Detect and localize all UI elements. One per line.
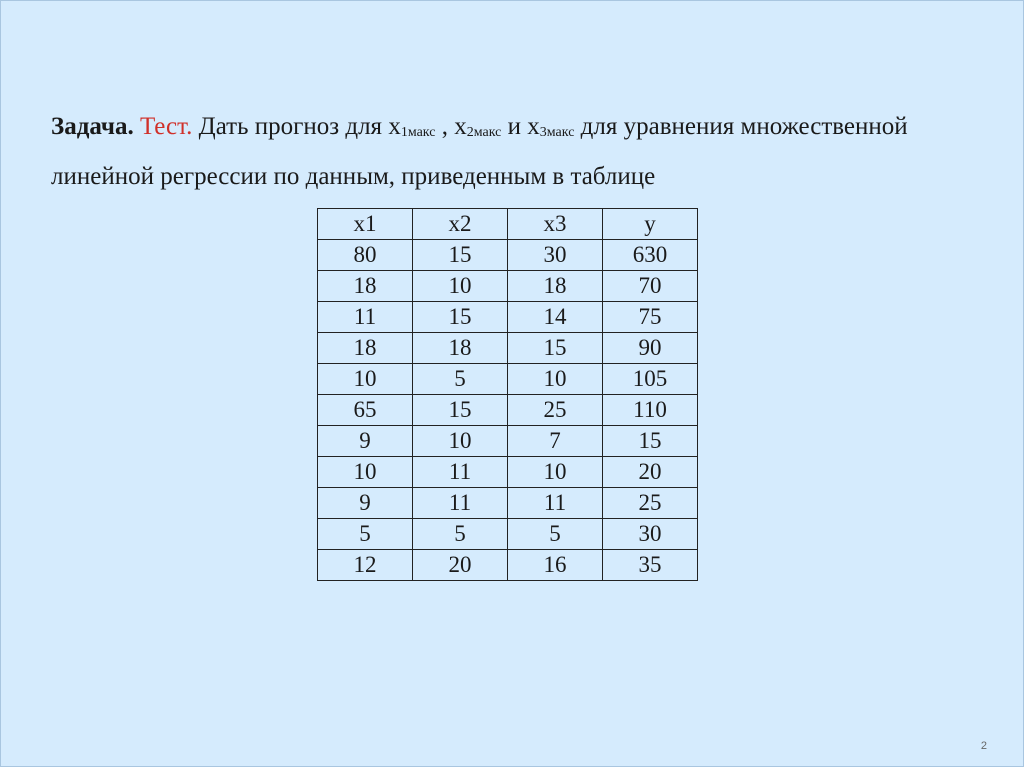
table-cell: 16 [508,550,603,581]
table-cell: 105 [603,364,698,395]
data-table [317,208,698,581]
table-cell: 110 [603,395,698,426]
table-cell: 10 [508,364,603,395]
x2-var: x [454,113,467,140]
page-number: 2 [980,740,987,752]
table-cell: 80 [318,240,413,271]
table-row [318,488,698,519]
table-header-row [318,209,698,240]
column-header: y [603,209,698,240]
table-cell: 5 [413,364,508,395]
table-cell: 75 [603,302,698,333]
table-cell: 70 [603,271,698,302]
table-cell: 9 [318,426,413,457]
table-cell: 9 [318,488,413,519]
task-label: Задача. [51,113,134,140]
table-row [318,302,698,333]
table-row [318,426,698,457]
table-row [318,550,698,581]
table-cell: 7 [508,426,603,457]
table-cell: 20 [603,457,698,488]
table-cell: 25 [508,395,603,426]
table-cell: 18 [318,333,413,364]
table-cell: 5 [318,519,413,550]
table-cell: 20 [413,550,508,581]
x1-var: x [388,113,401,140]
table-row [318,271,698,302]
task-text-part2: для уравнения множественной линейной регрессии по данным, приведенным в таблице [51,113,908,190]
table-cell: 10 [508,457,603,488]
table-cell: 18 [413,333,508,364]
test-label: Тест. [139,113,193,140]
table-cell: 15 [413,395,508,426]
table-row [318,364,698,395]
table-cell: 15 [413,240,508,271]
table-cell: 65 [318,395,413,426]
table-body [318,240,698,581]
table-cell: 10 [413,271,508,302]
table-row [318,457,698,488]
table-cell: 35 [603,550,698,581]
table-cell: 11 [413,457,508,488]
table-cell: 15 [413,302,508,333]
table-cell: 90 [603,333,698,364]
table-cell: 18 [318,271,413,302]
table-cell: 30 [603,519,698,550]
table-row [318,333,698,364]
table-row [318,240,698,271]
table-cell: 15 [603,426,698,457]
table-cell: 5 [508,519,603,550]
x2-subscript: 2макс [466,125,502,140]
x3-subscript: 3макс [539,125,575,140]
table-cell: 30 [508,240,603,271]
table-cell: 10 [318,457,413,488]
separator-2: и [501,113,528,140]
table-cell: 14 [508,302,603,333]
table-cell: 11 [318,302,413,333]
column-header: x1 [318,209,413,240]
table-cell: 25 [603,488,698,519]
task-text-part1: Дать прогноз для [198,113,389,140]
task-statement [51,105,991,199]
table-cell: 12 [318,550,413,581]
table-row [318,519,698,550]
separator-1: , [435,113,455,140]
table-cell: 10 [413,426,508,457]
column-header: x2 [413,209,508,240]
x1-subscript: 1макс [400,125,436,140]
table-cell: 630 [603,240,698,271]
table-cell: 15 [508,333,603,364]
column-header: x3 [508,209,603,240]
table-cell: 5 [413,519,508,550]
table-cell: 11 [508,488,603,519]
table-row [318,395,698,426]
x3-var: x [527,113,540,140]
table-cell: 11 [413,488,508,519]
table-cell: 10 [318,364,413,395]
table-cell: 18 [508,271,603,302]
